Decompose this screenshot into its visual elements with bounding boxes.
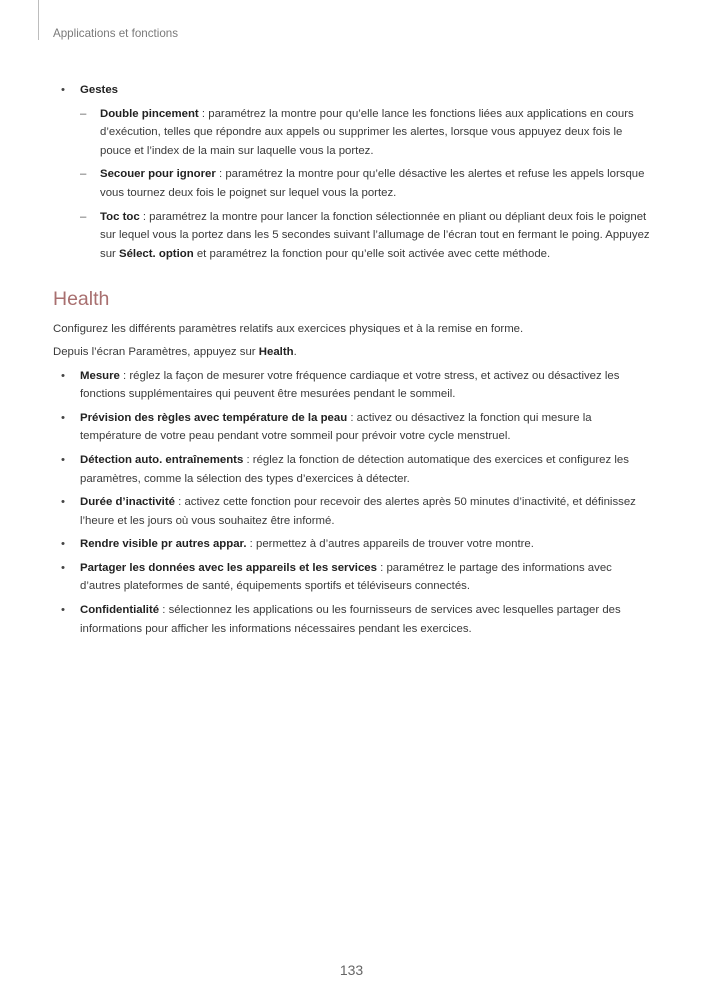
bullet-icon: • bbox=[61, 604, 65, 617]
description: : paramétrez le partage des informations avec d’autres plateformes de santé, équipements sportifs et téléviseurs connectés. bbox=[80, 561, 612, 593]
bullet-icon: • bbox=[61, 453, 65, 466]
dash-icon: – bbox=[80, 107, 87, 120]
term: Partager les données avec les appareils et les services bbox=[80, 561, 377, 574]
description: : paramétrez la montre pour qu’elle désactive les alertes et refuse les appels lorsque vous tournez deux fois le poignet sur lequel vous la portez. bbox=[100, 168, 645, 199]
term: Prévision des règles avec température de la peau bbox=[80, 411, 348, 424]
section-header: Applications et fonctions bbox=[53, 27, 179, 40]
description: : réglez la fonction de détection automatique des exercices et configurez les paramètres, comme la sélection des types d’exercices à détecter. bbox=[80, 453, 629, 485]
health-item-mesure bbox=[53, 367, 653, 404]
term: Mesure bbox=[80, 369, 120, 382]
dash-icon: – bbox=[80, 168, 87, 181]
list-item-gestes bbox=[53, 81, 653, 100]
term-select-option: Sélect. option bbox=[119, 247, 194, 260]
description-continued: et paramétrez la fonction pour qu’elle soit activée avec cette méthode. bbox=[193, 247, 551, 260]
description: : sélectionnez les applications ou les fournisseurs de services avec lesquelles partager des informations pour afficher les informations nécessaires pendant les exercices. bbox=[80, 604, 621, 635]
health-item-privacy bbox=[53, 601, 653, 638]
page-number: 133 bbox=[339, 962, 364, 978]
description: : paramétrez la montre pour lancer la fonction sélectionnée en pliant ou dépliant deux fois le poignet sur lequel vous la portez dans les 5 secondes suivant l’allumage de l’écran tout en fermant le poing. Appuyez sur bbox=[100, 210, 650, 260]
description: : permettez à d’autres appareils de trouver votre montre. bbox=[246, 538, 534, 551]
page-content bbox=[53, 81, 653, 643]
bullet-icon: • bbox=[61, 84, 65, 96]
bullet-icon: • bbox=[61, 561, 65, 574]
bullet-icon: • bbox=[61, 538, 65, 551]
dash-icon: – bbox=[80, 210, 87, 223]
health-intro: Configurez les différents paramètres relatifs aux exercices physiques et à la remise en forme. bbox=[53, 323, 524, 336]
path-term: Health bbox=[258, 345, 294, 358]
term: Double pincement bbox=[100, 107, 199, 120]
term: Secouer pour ignorer bbox=[100, 168, 216, 181]
health-item-inactivity bbox=[53, 493, 653, 530]
term: Rendre visible pr autres appar. bbox=[80, 538, 247, 551]
bullet-icon: • bbox=[61, 411, 65, 424]
term: Détection auto. entraînements bbox=[80, 453, 244, 466]
bullet-icon: • bbox=[61, 369, 65, 382]
health-path bbox=[53, 343, 653, 362]
term: Confidentialité bbox=[80, 604, 160, 617]
description: : paramétrez la montre pour qu’elle lance les fonctions liées aux applications en cours d’exécution, telles que répondre aux appels ou supprimer les alertes, lorsque vous appuyez deux fois le pouce et l’index de la main sur laquelle vous la portez. bbox=[100, 107, 634, 157]
gesture-item-knock bbox=[53, 208, 653, 264]
gesture-item-shake bbox=[53, 165, 653, 202]
health-item-share bbox=[53, 559, 653, 596]
description: : activez cette fonction pour recevoir des alertes après 50 minutes d’inactivité, et définissez l’heure et les jours où vous souhaitez être informé. bbox=[80, 496, 636, 527]
health-item-cycle bbox=[53, 409, 653, 446]
health-item-auto-detect bbox=[53, 451, 653, 488]
gestes-label: Gestes bbox=[80, 84, 118, 96]
bullet-icon: • bbox=[61, 496, 65, 509]
description: : activez ou désactivez la fonction qui mesure la température de votre peau pendant votre sommeil pour prévoir votre cycle menstruel. bbox=[80, 411, 592, 443]
header-rule bbox=[38, 0, 39, 40]
path-prefix: Depuis l’écran Paramètres, appuyez sur bbox=[53, 345, 259, 358]
term: Toc toc bbox=[100, 210, 140, 223]
path-suffix: . bbox=[293, 345, 297, 358]
description: : réglez la façon de mesurer votre fréquence cardiaque et votre stress, et activez ou désactivez les fonctions supplémentaires qui peuvent être mesurées pendant le sommeil. bbox=[80, 369, 620, 401]
gesture-item-double-pinch bbox=[53, 105, 653, 161]
section-title-health: Health bbox=[53, 288, 110, 311]
health-item-visible bbox=[53, 535, 653, 554]
term: Durée d’inactivité bbox=[80, 496, 175, 509]
